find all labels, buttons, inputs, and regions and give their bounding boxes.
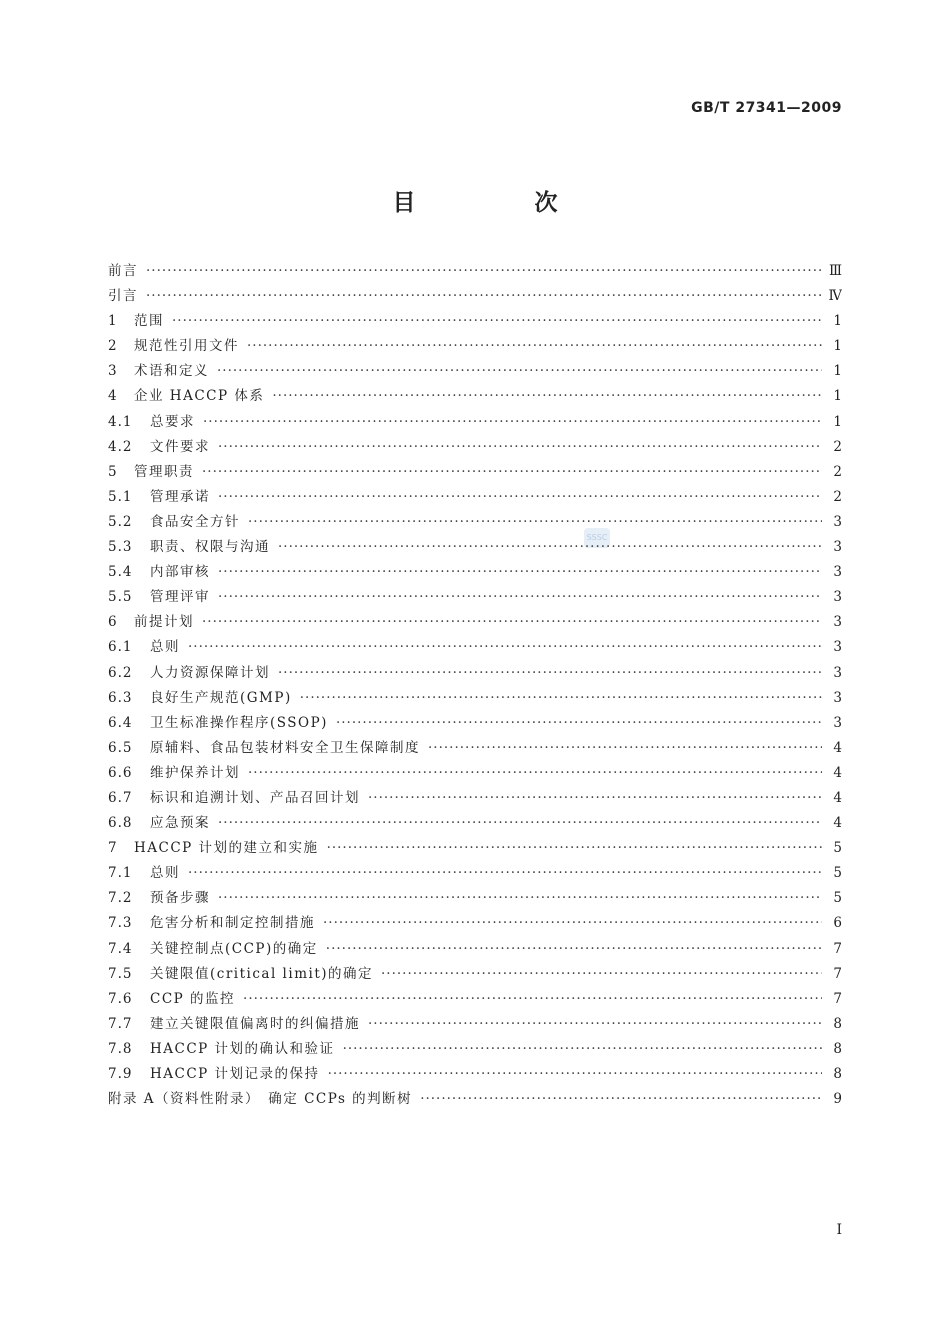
toc-leader-dots [218, 890, 822, 906]
toc-entry-number: 7.5 [108, 965, 133, 982]
toc-leader-dots [188, 639, 822, 655]
toc-entry-page: 8 [833, 1066, 842, 1082]
toc-entry-number: 5.1 [108, 488, 133, 505]
toc-leader-dots [326, 941, 822, 957]
page-title: 目 次 [392, 190, 606, 216]
toc-entry-label: 维护保养计划 [150, 764, 240, 781]
toc-entry-label: 总则 [150, 865, 180, 882]
toc-leader-dots [202, 464, 822, 480]
toc-leader-dots [243, 991, 822, 1007]
toc-entry-label: 建立关键限值偏离时的纠偏措施 [150, 1015, 360, 1032]
toc-entry-label: 关键控制点(CCP)的确定 [150, 940, 318, 957]
toc-entry-label: HACCP 计划的建立和实施 [134, 840, 319, 857]
toc-entry-label: 管理评审 [150, 589, 210, 606]
toc-entry-number: 6.8 [108, 815, 133, 832]
toc-entry-label: 前言 [108, 263, 138, 279]
toc-entry[interactable] [108, 761, 842, 786]
toc-entry-label: 标识和追溯计划、产品召回计划 [150, 789, 360, 806]
toc-entry-number: 1 [108, 313, 118, 330]
toc-entry-page: 7 [833, 990, 842, 1007]
toc-entry-label: 附录 A（资料性附录） 确定 CCPs 的判断树 [108, 1091, 413, 1108]
toc-entry-number: 7.7 [108, 1015, 133, 1032]
toc-entry[interactable] [108, 937, 842, 962]
toc-leader-dots [428, 740, 822, 756]
toc-entry-label: 范围 [134, 313, 164, 330]
toc-leader-dots [218, 589, 822, 605]
toc-entry-label: 原辅料、食品包装材料安全卫生保障制度 [150, 739, 420, 756]
toc-entry-label: HACCP 计划的确认和验证 [150, 1040, 335, 1057]
toc-entry-label: 前提计划 [134, 614, 194, 631]
toc-leader-dots [203, 414, 822, 430]
toc-entry-page: 1 [833, 313, 842, 330]
toc-entry-number: 3 [108, 363, 118, 380]
toc-entry-page: Ⅳ [828, 288, 842, 305]
toc-entry[interactable] [108, 460, 842, 485]
toc-entry-page: 4 [833, 815, 842, 832]
toc-entry-label: 总要求 [150, 413, 195, 430]
toc-leader-dots [202, 614, 822, 630]
toc-entry-number: 7.1 [108, 865, 133, 882]
toc-entry-label: 文件要求 [150, 438, 210, 455]
toc-entry[interactable] [108, 861, 842, 886]
toc-entry[interactable] [108, 786, 842, 811]
toc-entry[interactable] [108, 1087, 842, 1112]
toc-entry-number: 7.3 [108, 915, 133, 932]
toc-entry-page: 3 [833, 564, 842, 581]
toc-entry[interactable] [108, 1037, 842, 1062]
footer-page-number: I [836, 1222, 842, 1238]
toc-entry-page: 9 [833, 1091, 842, 1108]
toc-entry-label: 食品安全方针 [150, 513, 240, 530]
toc-entry[interactable] [108, 435, 842, 460]
toc-entry-page: 5 [833, 840, 842, 857]
toc-entry-number: 6.7 [108, 789, 133, 806]
toc-leader-dots [278, 665, 822, 681]
toc-entry-number: 7.9 [108, 1066, 133, 1082]
toc-entry-label: 总则 [150, 639, 180, 656]
toc-entry-page: 3 [833, 513, 842, 530]
toc-leader-dots [218, 564, 822, 580]
toc-entry-number: 7.8 [108, 1040, 133, 1057]
toc-entry[interactable] [108, 410, 842, 435]
toc-entry[interactable] [108, 284, 842, 309]
toc-entry-page: 8 [833, 1015, 842, 1032]
toc-entry[interactable] [108, 886, 842, 911]
toc-entry-label: 预备步骤 [150, 890, 210, 907]
toc-entry-page: 3 [833, 539, 842, 556]
toc-entry[interactable] [108, 736, 842, 761]
toc-leader-dots [218, 439, 822, 455]
toc-entry-label: 内部审核 [150, 564, 210, 581]
toc-entry[interactable] [108, 686, 842, 711]
toc-entry-label: 管理职责 [134, 463, 194, 480]
toc-entry-page: 1 [833, 363, 842, 380]
toc-entry[interactable] [108, 309, 842, 334]
toc-entry-page: 4 [833, 764, 842, 781]
toc-entry-label: 人力资源保障计划 [150, 664, 270, 681]
toc-entry[interactable] [108, 1012, 842, 1037]
toc-entry-number: 2 [108, 338, 118, 355]
toc-entry-number: 7.2 [108, 890, 133, 907]
toc-entry-number: 5.2 [108, 513, 133, 530]
toc-entry-number: 4.1 [108, 413, 133, 430]
toc-entry-number: 5.3 [108, 539, 133, 556]
toc-entry-page: 7 [833, 940, 842, 957]
toc-leader-dots [217, 363, 822, 379]
toc-leader-dots [420, 1091, 822, 1107]
toc-entry-page: 1 [833, 388, 842, 405]
toc-entry[interactable] [108, 585, 842, 610]
toc-entry-page: 3 [833, 664, 842, 681]
toc-entry-number: 4.2 [108, 438, 133, 455]
toc-leader-dots [368, 790, 822, 806]
toc-entry-label: 术语和定义 [134, 363, 209, 380]
toc-entry-label: 关键限值(critical limit)的确定 [150, 965, 374, 982]
toc-leader-dots [343, 1041, 822, 1057]
toc-leader-dots [218, 815, 822, 831]
toc-entry-number: 7.6 [108, 990, 133, 1007]
toc-leader-dots [327, 840, 822, 856]
toc-entry[interactable] [108, 334, 842, 359]
toc-entry[interactable] [108, 535, 842, 560]
toc-entry-page: 6 [833, 915, 842, 932]
toc-entry-label: 应急预案 [150, 815, 210, 832]
toc-entry[interactable] [108, 610, 842, 635]
toc-entry-label: 企业 HACCP 体系 [134, 388, 265, 405]
toc-entry-page: 4 [833, 739, 842, 756]
toc-entry[interactable] [108, 635, 842, 660]
toc-entry[interactable] [108, 911, 842, 936]
toc-leader-dots [218, 489, 822, 505]
toc-entry[interactable] [108, 987, 842, 1012]
toc-leader-dots [272, 388, 822, 404]
toc-entry-number: 6.4 [108, 714, 133, 731]
toc-leader-dots [328, 1066, 822, 1082]
toc-entry-page: 8 [833, 1040, 842, 1057]
toc-entry[interactable] [108, 384, 842, 409]
toc-entry-number: 6.6 [108, 764, 133, 781]
toc-entry-number: 4 [108, 388, 118, 405]
toc-entry-number: 6.1 [108, 639, 133, 656]
toc-entry[interactable] [108, 359, 842, 384]
toc-leader-dots [172, 313, 822, 329]
toc-entry[interactable] [108, 661, 842, 686]
toc-entry[interactable] [108, 962, 842, 987]
toc-entry-page: 2 [833, 488, 842, 505]
toc-entry[interactable] [108, 510, 842, 535]
toc-leader-dots [248, 514, 822, 530]
toc-entry-number: 6 [108, 614, 118, 631]
toc-leader-dots [146, 263, 821, 279]
toc-entry-number: 5 [108, 463, 118, 480]
toc-leader-dots [247, 338, 822, 354]
toc-entry[interactable] [108, 811, 842, 836]
toc-entry-page: 5 [833, 865, 842, 882]
toc-leader-dots [381, 966, 822, 982]
toc-entry-page: 2 [833, 463, 842, 480]
standard-code: GB/T 27341—2009 [691, 100, 842, 116]
toc-leader-dots [323, 915, 822, 931]
toc-entry-page: 3 [833, 689, 842, 706]
toc-entry-label: 危害分析和制定控制措施 [150, 915, 315, 932]
toc-entry-label: 引言 [108, 288, 138, 305]
toc-entry-page: 7 [833, 965, 842, 982]
toc-leader-dots [300, 690, 822, 706]
table-of-contents [108, 259, 842, 1112]
toc-entry[interactable] [108, 485, 842, 510]
toc-entry-label: CCP 的监控 [150, 990, 236, 1007]
toc-leader-dots [368, 1016, 822, 1032]
toc-entry-page: 2 [833, 438, 842, 455]
toc-entry-number: 6.3 [108, 689, 133, 706]
toc-entry[interactable] [108, 711, 842, 736]
toc-entry-page: 1 [833, 413, 842, 430]
toc-entry[interactable] [108, 1062, 842, 1087]
toc-entry-page: 3 [833, 589, 842, 606]
toc-leader-dots [248, 765, 822, 781]
toc-entry-label: 规范性引用文件 [134, 338, 239, 355]
toc-entry[interactable] [108, 836, 842, 861]
toc-entry-number: 7 [108, 840, 118, 857]
toc-entry-number: 6.2 [108, 664, 133, 681]
toc-entry-page: 1 [833, 338, 842, 355]
toc-entry-number: 5.5 [108, 589, 133, 606]
toc-leader-dots [146, 288, 821, 304]
toc-entry-label: HACCP 计划记录的保持 [150, 1066, 320, 1082]
toc-entry-label: 良好生产规范(GMP) [150, 689, 292, 706]
toc-entry[interactable] [108, 259, 842, 284]
toc-entry-page: 3 [833, 639, 842, 656]
toc-entry-page: 4 [833, 789, 842, 806]
watermark-logo: SSSC [584, 528, 610, 548]
toc-entry-page: 3 [833, 714, 842, 731]
toc-leader-dots [278, 539, 822, 555]
toc-entry-number: 5.4 [108, 564, 133, 581]
toc-leader-dots [336, 715, 822, 731]
toc-entry-number: 7.4 [108, 940, 133, 957]
toc-entry-number: 6.5 [108, 739, 133, 756]
toc-entry-page: Ⅲ [828, 263, 842, 279]
toc-entry-label: 管理承诺 [150, 488, 210, 505]
toc-entry-page: 3 [833, 614, 842, 631]
toc-entry-label: 职责、权限与沟通 [150, 539, 270, 556]
toc-leader-dots [188, 865, 822, 881]
toc-entry-label: 卫生标准操作程序(SSOP) [150, 714, 328, 731]
toc-entry[interactable] [108, 560, 842, 585]
toc-entry-page: 5 [833, 890, 842, 907]
